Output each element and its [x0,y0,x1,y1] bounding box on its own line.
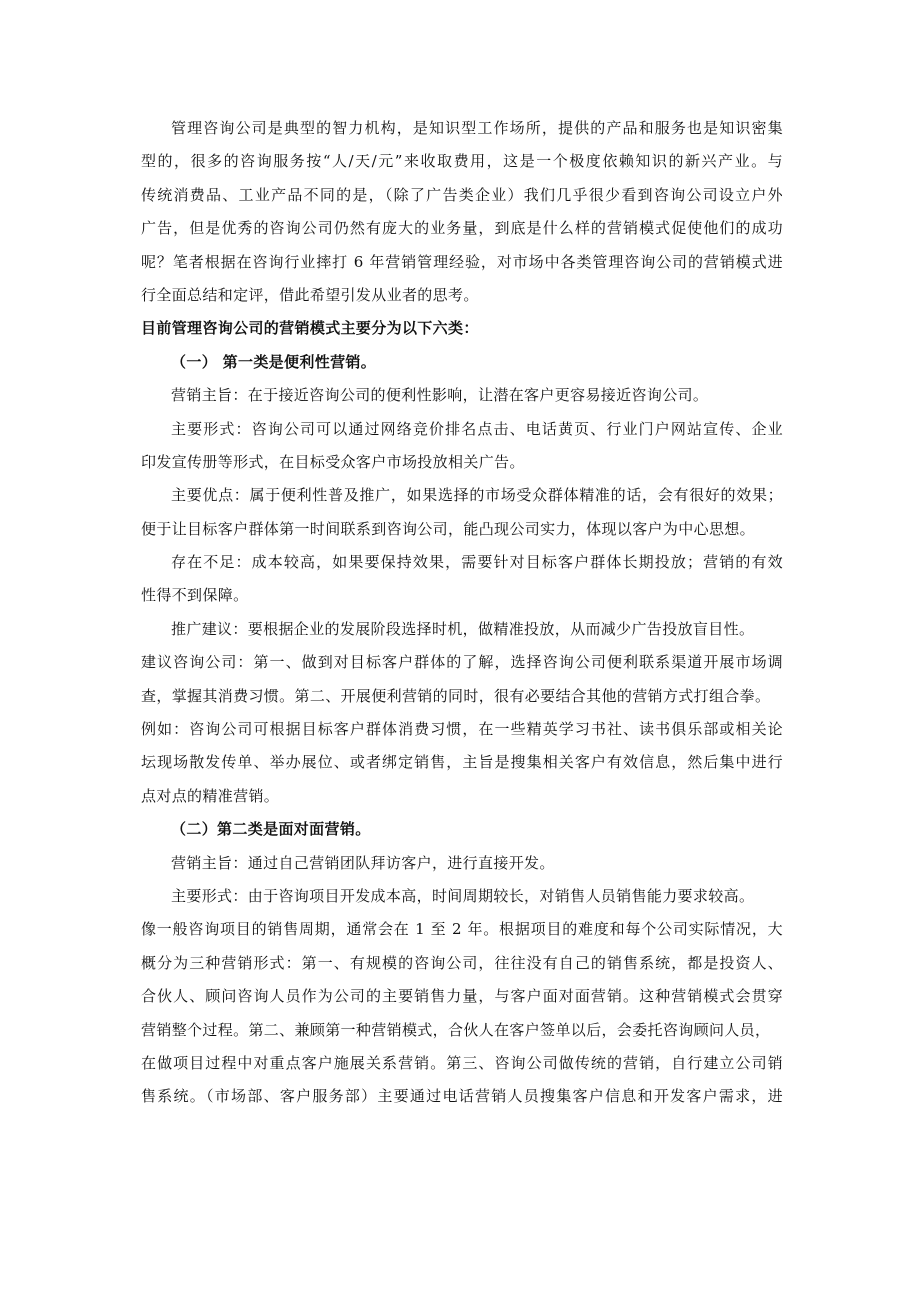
paragraph-line: 型的，很多的咨询服务按“人/天/元”来收取费用，这是一个极度依赖知识的新兴产业。与 [141,152,783,171]
paragraph-line: 呢？笔者根据在咨询行业摔打 6 年营销管理经验，对市场中各类管理咨询公司的营销模式进 [141,252,783,271]
subsection-heading: （一） 第一类是便利性营销。 [171,352,377,371]
paragraph-line: 印发宣传册等形式，在目标受众客户市场投放相关广告。 [141,452,525,471]
paragraph-line: 建议咨询公司：第一、做到对目标客户群体的了解，选择咨询公司便利联系渠道开展市场调 [141,653,783,672]
paragraph-line: 营销整个过程。第二、兼顾第一种营销模式，合伙人在客户签单以后，会委托咨询顾问人员， [141,1020,771,1039]
paragraph-line: 便于让目标客户群体第一时间联系到咨询公司，能凸现公司实力，体现以客户为中心思想。 [141,519,756,538]
paragraph-line: 管理咨询公司是典型的智力机构，是知识型工作场所，提供的产品和服务也是知识密集 [171,119,783,137]
paragraph-line: 坛现场散发传单、举办展位、或者绑定销售，主旨是搜集相关客户有效信息，然后集中进行 [141,753,783,772]
paragraph-line: 点对点的精准营销。 [141,786,280,805]
subsection-heading: （二）第二类是面对面营销。 [171,820,371,839]
paragraph-line: 主要形式：咨询公司可以通过网络竞价排名点击、电话黄页、行业门户网站宣传、企业 [171,419,783,438]
paragraph-line: 主要形式：由于咨询项目开发成本高，时间周期较长，对销售人员销售能力要求较高。 [171,886,755,905]
section-heading: 目前管理咨询公司的营销模式主要分为以下六类： [141,319,479,338]
paragraph-line: 广告，但是优秀的咨询公司仍然有庞大的业务量，到底是什么样的营销模式促使他们的成功 [141,219,783,238]
paragraph-line: 存在不足：成本较高，如果要保持效果，需要针对目标客户群体长期投放；营销的有效 [171,553,783,572]
paragraph-line: 营销主旨：通过自己营销团队拜访客户，进行直接开发。 [171,853,555,872]
paragraph-line: 性得不到保障。 [141,586,249,605]
paragraph-line: 行全面总结和定评，借此希望引发从业者的思考。 [141,285,479,304]
paragraph-line: 推广建议：要根据企业的发展阶段选择时机，做精准投放，从而减少广告投放盲目性。 [171,619,755,638]
paragraph-line: 例如：咨询公司可根据目标客户群体消费习惯，在一些精英学习书社、读书俱乐部或相关论 [141,720,783,739]
paragraph-line: 主要优点：属于便利性普及推广，如果选择的市场受众群体精准的话，会有很好的效果； [171,486,783,505]
paragraph-line: 像一般咨询项目的销售周期，通常会在 1 至 2 年。根据项目的难度和每个公司实际情况，大 [141,920,783,939]
paragraph-line: 查，掌握其消费习惯。第二、开展便利营销的同时，很有必要结合其他的营销方式打组合拳。 [141,686,771,705]
paragraph-line: 售系统。（市场部、客户服务部）主要通过电话营销人员搜集客户信息和开发客户需求，进 [141,1087,783,1106]
paragraph-line: 传统消费品、工业产品不同的是，（除了广告类企业）我们几乎很少看到咨询公司设立户外 [141,185,783,204]
paragraph-line: 在做项目过程中对重点客户施展关系营销。第三、咨询公司做传统的营销，自行建立公司销 [141,1053,783,1072]
paragraph-line: 合伙人、顾问咨询人员作为公司的主要销售力量，与客户面对面营销。这种营销模式会贯穿 [141,987,783,1006]
paragraph-line: 营销主旨：在于接近咨询公司的便利性影响，让潜在客户更容易接近咨询公司。 [171,386,709,405]
paragraph-line: 概分为三种营销形式：第一、有规模的咨询公司，往往没有自己的销售系统，都是投资人、 [141,953,783,972]
document-body [141,112,783,1114]
